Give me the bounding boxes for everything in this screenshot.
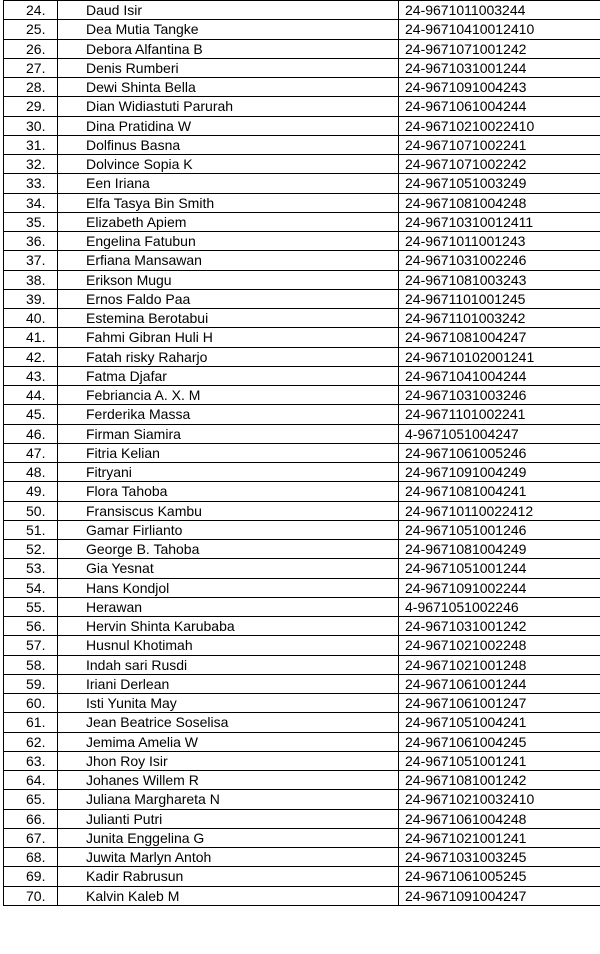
- participant-id: 24-9671061004248: [399, 809, 600, 828]
- row-number: 66.: [4, 809, 58, 828]
- table-row: [4, 386, 600, 405]
- participant-id: 24-9671031003246: [399, 386, 600, 405]
- row-number: 63.: [4, 751, 58, 770]
- participant-id: 24-96710410012410: [399, 20, 600, 39]
- row-number: 56.: [4, 617, 58, 636]
- participant-id: 24-96710310012411: [399, 212, 600, 231]
- participant-id: 24-96710210022410: [399, 116, 600, 135]
- row-number: 49.: [4, 482, 58, 501]
- row-number: 41.: [4, 328, 58, 347]
- row-number: 27.: [4, 58, 58, 77]
- participant-id: 24-9671091002244: [399, 578, 600, 597]
- table-row: [4, 674, 600, 693]
- row-number: 31.: [4, 135, 58, 154]
- row-number: 48.: [4, 463, 58, 482]
- table-row: [4, 694, 600, 713]
- table-row: [4, 1, 600, 20]
- row-number: 45.: [4, 405, 58, 424]
- row-number: 36.: [4, 232, 58, 251]
- row-number: 54.: [4, 578, 58, 597]
- participant-name: Johanes Willem R: [58, 771, 399, 790]
- participant-id: 24-9671031001244: [399, 58, 600, 77]
- participant-id: 24-9671081004249: [399, 540, 600, 559]
- participant-name: Fitryani: [58, 463, 399, 482]
- table-row: [4, 116, 600, 135]
- row-number: 40.: [4, 309, 58, 328]
- participant-name: Julianti Putri: [58, 809, 399, 828]
- participant-name: Dian Widiastuti Parurah: [58, 97, 399, 116]
- row-number: 30.: [4, 116, 58, 135]
- participant-id: 24-9671011003244: [399, 1, 600, 20]
- participant-name: Fahmi Gibran Huli H: [58, 328, 399, 347]
- row-number: 62.: [4, 732, 58, 751]
- row-number: 47.: [4, 443, 58, 462]
- participant-name: Debora Alfantina B: [58, 39, 399, 58]
- participant-id: 24-9671051001246: [399, 520, 600, 539]
- row-number: 32.: [4, 155, 58, 174]
- participant-name: Jemima Amelia W: [58, 732, 399, 751]
- participant-name: Kadir Rabrusun: [58, 867, 399, 886]
- table-row: [4, 20, 600, 39]
- table-row: [4, 78, 600, 97]
- participant-id: 24-96710210032410: [399, 790, 600, 809]
- table-row: [4, 771, 600, 790]
- participant-id: 24-9671081004248: [399, 193, 600, 212]
- participant-id: 24-96710102001241: [399, 347, 600, 366]
- participant-id: 24-9671061004244: [399, 97, 600, 116]
- participant-id: 24-9671031002246: [399, 251, 600, 270]
- table-row: [4, 751, 600, 770]
- participant-id: 24-9671061005246: [399, 443, 600, 462]
- row-number: 43.: [4, 366, 58, 385]
- table-row: [4, 809, 600, 828]
- participant-id: 24-9671021001248: [399, 655, 600, 674]
- participant-id: 24-9671051003249: [399, 174, 600, 193]
- participant-name: Denis Rumberi: [58, 58, 399, 77]
- row-number: 60.: [4, 694, 58, 713]
- row-number: 53.: [4, 559, 58, 578]
- table-row: [4, 424, 600, 443]
- row-number: 70.: [4, 886, 58, 905]
- table-row: [4, 828, 600, 847]
- participant-name: Fatma Djafar: [58, 366, 399, 385]
- participant-name: Dewi Shinta Bella: [58, 78, 399, 97]
- row-number: 59.: [4, 674, 58, 693]
- row-number: 50.: [4, 501, 58, 520]
- table-row: [4, 174, 600, 193]
- participant-id: 24-9671081001242: [399, 771, 600, 790]
- table-row: [4, 39, 600, 58]
- participant-id: 24-9671061001247: [399, 694, 600, 713]
- participant-name: Hans Kondjol: [58, 578, 399, 597]
- table-row: [4, 482, 600, 501]
- participant-name: Ferderika Massa: [58, 405, 399, 424]
- participant-name: Jean Beatrice Soselisa: [58, 713, 399, 732]
- participant-name: Ernos Faldo Paa: [58, 289, 399, 308]
- row-number: 42.: [4, 347, 58, 366]
- table-row: [4, 520, 600, 539]
- participant-name: Elizabeth Apiem: [58, 212, 399, 231]
- row-number: 46.: [4, 424, 58, 443]
- participant-id: 24-9671031003245: [399, 848, 600, 867]
- participant-name: Husnul Khotimah: [58, 636, 399, 655]
- table-row: [4, 636, 600, 655]
- row-number: 34.: [4, 193, 58, 212]
- row-number: 44.: [4, 386, 58, 405]
- table-row: [4, 655, 600, 674]
- participant-name: Dolfinus Basna: [58, 135, 399, 154]
- table-row: [4, 790, 600, 809]
- row-number: 65.: [4, 790, 58, 809]
- row-number: 67.: [4, 828, 58, 847]
- participant-id: 24-9671051004241: [399, 713, 600, 732]
- participant-id: 24-9671061004245: [399, 732, 600, 751]
- participant-id: 24-9671071001242: [399, 39, 600, 58]
- participant-name: Gamar Firlianto: [58, 520, 399, 539]
- participant-name: Fransiscus Kambu: [58, 501, 399, 520]
- row-number: 24.: [4, 1, 58, 20]
- participant-name: Flora Tahoba: [58, 482, 399, 501]
- table-row: [4, 405, 600, 424]
- participant-name: Erikson Mugu: [58, 270, 399, 289]
- row-number: 35.: [4, 212, 58, 231]
- table-row: [4, 58, 600, 77]
- table-row: [4, 540, 600, 559]
- participant-name: Fatah risky Raharjo: [58, 347, 399, 366]
- participant-id: 24-96710110022412: [399, 501, 600, 520]
- table-row: [4, 289, 600, 308]
- row-number: 26.: [4, 39, 58, 58]
- table-row: [4, 886, 600, 905]
- participant-name: Junita Enggelina G: [58, 828, 399, 847]
- table-row: [4, 155, 600, 174]
- row-number: 39.: [4, 289, 58, 308]
- table-row: [4, 135, 600, 154]
- participant-name: Juliana Marghareta N: [58, 790, 399, 809]
- table-row: [4, 443, 600, 462]
- participant-name: Isti Yunita May: [58, 694, 399, 713]
- table-row: [4, 848, 600, 867]
- participant-table-body: [4, 1, 600, 906]
- participant-id: 24-9671061001244: [399, 674, 600, 693]
- row-number: 38.: [4, 270, 58, 289]
- participant-id: 24-9671041004244: [399, 366, 600, 385]
- table-row: [4, 366, 600, 385]
- participant-name: Herawan: [58, 597, 399, 616]
- participant-id: 24-9671061005245: [399, 867, 600, 886]
- participant-name: Gia Yesnat: [58, 559, 399, 578]
- participant-name: Indah sari Rusdi: [58, 655, 399, 674]
- participant-id: 24-9671021001241: [399, 828, 600, 847]
- participant-id: 24-9671091004247: [399, 886, 600, 905]
- participant-name: Iriani Derlean: [58, 674, 399, 693]
- participant-id: 24-9671071002242: [399, 155, 600, 174]
- row-number: 69.: [4, 867, 58, 886]
- table-row: [4, 501, 600, 520]
- row-number: 25.: [4, 20, 58, 39]
- row-number: 37.: [4, 251, 58, 270]
- participant-id: 4-9671051002246: [399, 597, 600, 616]
- participant-id: 24-9671021002248: [399, 636, 600, 655]
- table-row: [4, 232, 600, 251]
- participant-name: Hervin Shinta Karubaba: [58, 617, 399, 636]
- participant-name: Estemina Berotabui: [58, 309, 399, 328]
- participant-id: 24-9671051001244: [399, 559, 600, 578]
- participant-id: 24-9671081004247: [399, 328, 600, 347]
- table-row: [4, 867, 600, 886]
- table-row: [4, 732, 600, 751]
- participant-name: Dina Pratidina W: [58, 116, 399, 135]
- participant-id: 24-9671031001242: [399, 617, 600, 636]
- row-number: 28.: [4, 78, 58, 97]
- table-row: [4, 309, 600, 328]
- participant-id: 24-9671101002241: [399, 405, 600, 424]
- participant-name: George B. Tahoba: [58, 540, 399, 559]
- participant-id: 24-9671081003243: [399, 270, 600, 289]
- participant-id: 24-9671101001245: [399, 289, 600, 308]
- participant-id: 24-9671091004243: [399, 78, 600, 97]
- participant-name: Dolvince Sopia K: [58, 155, 399, 174]
- participant-name: Daud Isir: [58, 1, 399, 20]
- table-row: [4, 578, 600, 597]
- row-number: 33.: [4, 174, 58, 193]
- participant-name: Febriancia A. X. M: [58, 386, 399, 405]
- row-number: 29.: [4, 97, 58, 116]
- participant-name: Fitria Kelian: [58, 443, 399, 462]
- row-number: 55.: [4, 597, 58, 616]
- participant-id: 24-9671071002241: [399, 135, 600, 154]
- row-number: 64.: [4, 771, 58, 790]
- participant-id: 24-9671101003242: [399, 309, 600, 328]
- table-row: [4, 713, 600, 732]
- participant-name: Kalvin Kaleb M: [58, 886, 399, 905]
- row-number: 58.: [4, 655, 58, 674]
- participant-name: Juwita Marlyn Antoh: [58, 848, 399, 867]
- table-row: [4, 251, 600, 270]
- table-row: [4, 270, 600, 289]
- participant-id: 24-9671091004249: [399, 463, 600, 482]
- table-row: [4, 328, 600, 347]
- participant-id: 4-9671051004247: [399, 424, 600, 443]
- participant-name: Dea Mutia Tangke: [58, 20, 399, 39]
- participant-name: Firman Siamira: [58, 424, 399, 443]
- participant-name: Erfiana Mansawan: [58, 251, 399, 270]
- table-row: [4, 617, 600, 636]
- table-row: [4, 597, 600, 616]
- table-row: [4, 97, 600, 116]
- row-number: 52.: [4, 540, 58, 559]
- participant-id: 24-9671051001241: [399, 751, 600, 770]
- row-number: 57.: [4, 636, 58, 655]
- table-row: [4, 463, 600, 482]
- participant-id: 24-9671011001243: [399, 232, 600, 251]
- participant-name: Elfa Tasya Bin Smith: [58, 193, 399, 212]
- participant-name: Een Iriana: [58, 174, 399, 193]
- participant-id: 24-9671081004241: [399, 482, 600, 501]
- row-number: 51.: [4, 520, 58, 539]
- table-row: [4, 559, 600, 578]
- table-row: [4, 212, 600, 231]
- participant-table: [3, 0, 600, 906]
- table-row: [4, 347, 600, 366]
- participant-name: Engelina Fatubun: [58, 232, 399, 251]
- row-number: 61.: [4, 713, 58, 732]
- table-row: [4, 193, 600, 212]
- row-number: 68.: [4, 848, 58, 867]
- participant-name: Jhon Roy Isir: [58, 751, 399, 770]
